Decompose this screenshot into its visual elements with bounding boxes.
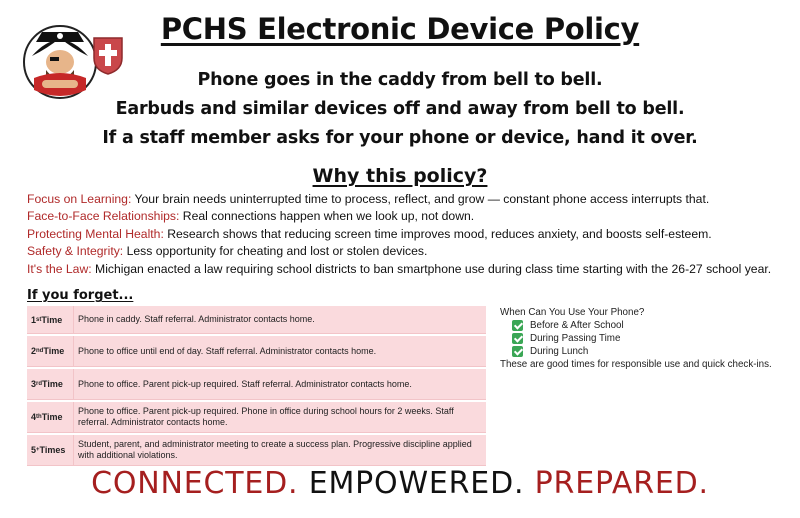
offense-number: 1 st Time [31,314,63,325]
slogan-empowered: EMPOWERED. [308,466,525,501]
phone-use-times [500,306,795,371]
page-title: PCHS Electronic Device Policy [160,12,640,46]
consequence-text: Phone in caddy. Staff referral. Administrator contacts home. [73,306,486,333]
list-item: Before & After School [500,319,795,332]
rule-1: Phone goes in the caddy from bell to bell. [197,70,603,90]
slogan [0,466,800,501]
rule-2: Earbuds and similar devices off and away from bell to bell. [115,99,685,119]
reason-law: It's the Law: Michigan enacted a law requiring school districts to ban smartphone use during class time starting with the 26-27 school year. [27,261,772,276]
offense-number: 4 th Time [31,412,63,422]
check-mark-icon [512,320,523,331]
rule-3: If a staff member asks for your phone or device, hand it over. [102,128,698,148]
table-row [27,435,486,466]
table-row [27,369,486,400]
when-heading: When Can You Use Your Phone? [500,307,645,318]
list-item: During Passing Time [500,332,795,345]
consequences-table [27,306,486,468]
forget-heading: If you forget... [27,288,134,303]
slogan-connected: CONNECTED. [91,466,299,501]
consequence-text: Phone to office. Parent pick-up required. Staff referral. Administrator contacts home. [73,369,486,399]
reason-focus: Focus on Learning: Your brain needs uninterrupted time to process, reflect, and grow — constant phone access interrupts that. [27,192,710,206]
reason-relationships: Face-to-Face Relationships: Real connections happen when we look up, not down. [27,209,475,224]
when-footer: These are good times for responsible use and quick check-ins. [500,359,772,370]
reason-safety: Safety & Integrity: Less opportunity for cheating and lost or stolen devices. [27,244,428,259]
offense-number: 2 nd Time [31,346,65,356]
why-heading: Why this policy? [312,165,488,187]
check-mark-icon [512,346,523,357]
reasons-list [27,191,787,278]
list-item: During Lunch [500,345,795,358]
policy-rules [0,66,800,153]
offense-number: 3 rd Time [31,379,63,389]
reason-mental-health: Protecting Mental Health: Research shows that reducing screen time improves mood, reduces anxiety, and boosts self-esteem. [27,226,712,241]
consequence-text: Phone to office. Parent pick-up required. Phone in office during school hours for 2 weeks. Staff referral. Administrator contacts home. [73,402,486,432]
table-row [27,336,486,367]
offense-number: 5 + Times [31,445,66,455]
check-mark-icon [512,333,523,344]
consequence-text: Student, parent, and administrator meeting to create a success plan. Progressive discipline applied with additional violations. [73,435,486,465]
table-row [27,402,486,433]
table-row [27,306,486,334]
consequence-text: Phone to office until end of day. Staff referral. Administrator contacts home. [73,336,486,366]
slogan-prepared: PREPARED. [534,466,709,501]
